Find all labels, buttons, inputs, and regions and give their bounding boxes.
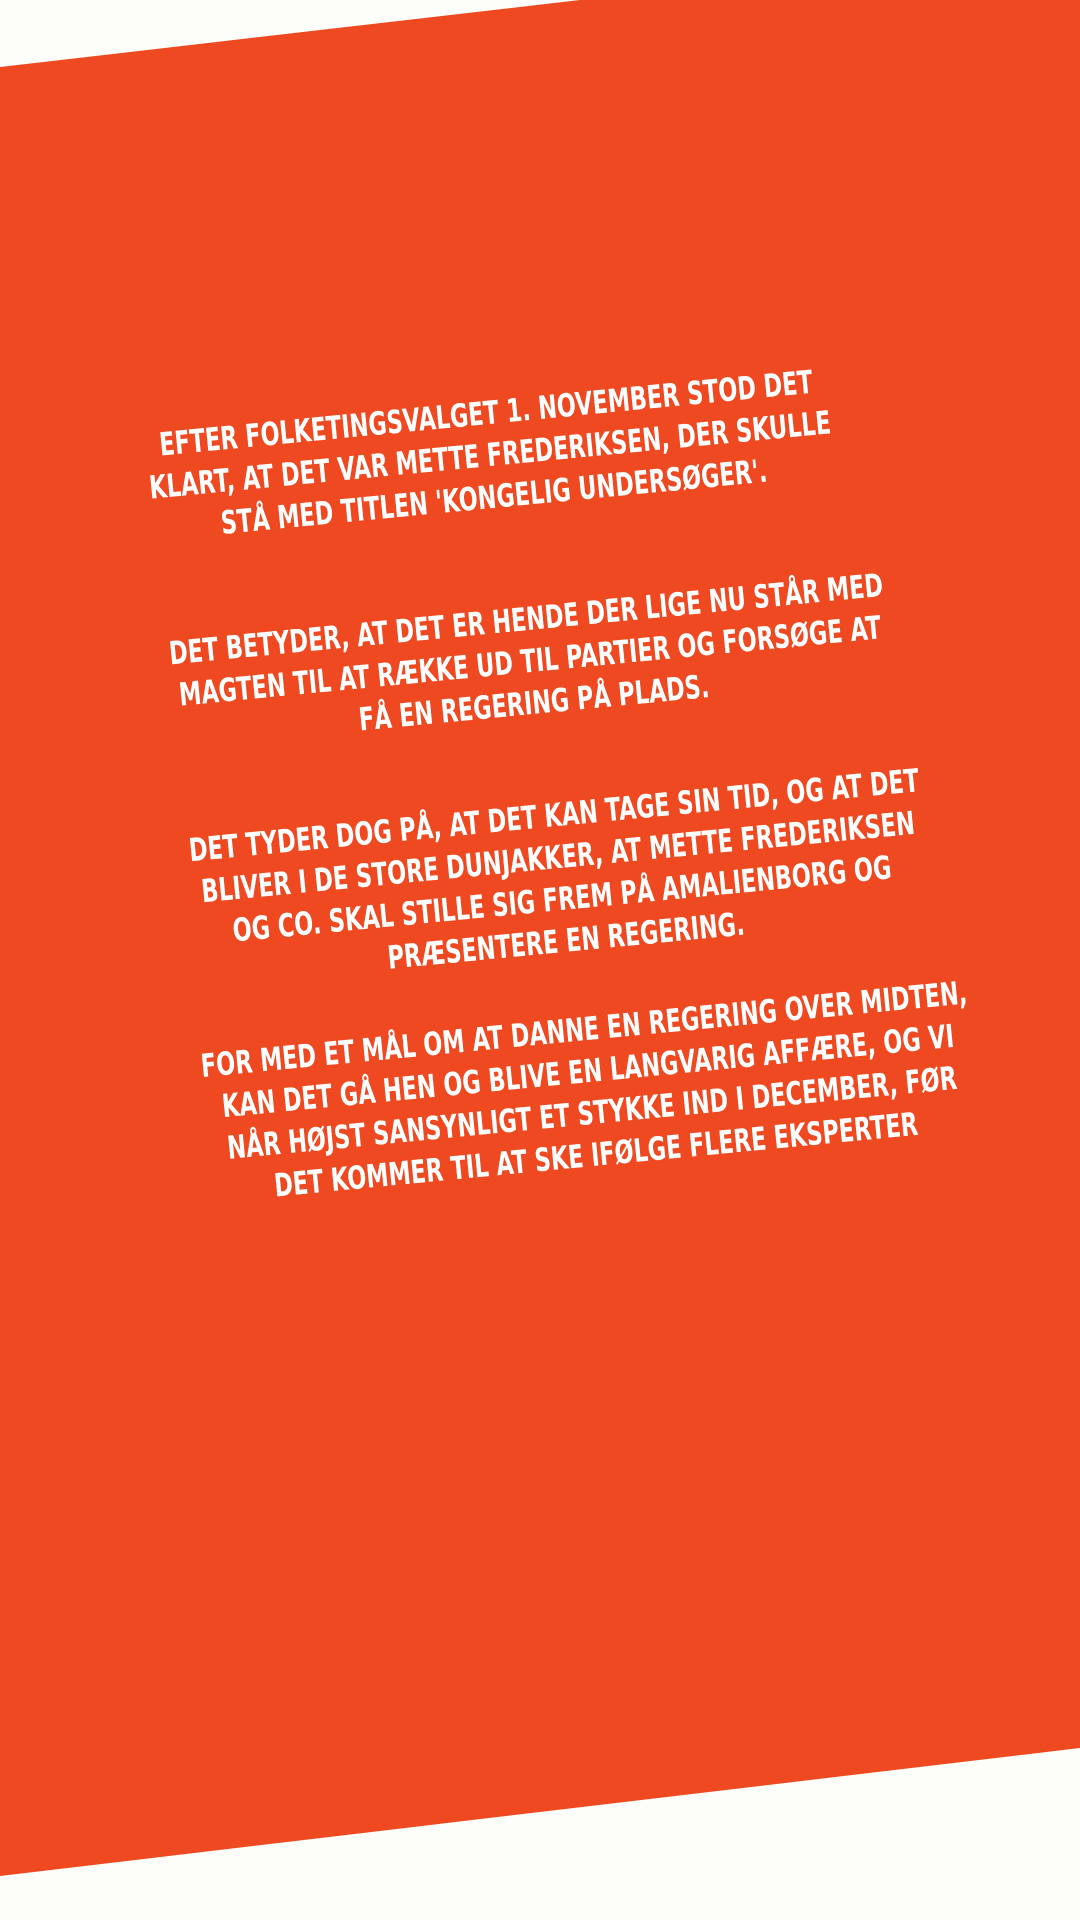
paragraph-4: FOR MED ET MÅL OM AT DANNE EN REGERING OVER MIDTEN, KAN DET GÅ HEN OG BLIVE EN LANGVARIG AFFÆRE, OG VI NÅR HØJST SANSYNLIGT ET STYKKE IND I DECEMBER, FØR DET KOMMER TIL AT SKE IFØLGE FLERE EKSPERTER <box>199 973 969 1205</box>
paragraph-1: EFTER FOLKETINGSVALGET 1. NOVEMBER STOD DET KLART, AT DET VAR METTE FREDERIKSEN, DER SKULLE STÅ MED TITLEN 'KONGELIG UNDERSØGER'. <box>147 362 833 543</box>
paragraph-2: DET BETYDER, AT DET ER HENDE DER LIGE NU STÅR MED MAGTEN TIL AT RÆKKE UD TIL PARTIER OG FORSØGE AT FÅ EN REGERING PÅ PLADS. <box>167 565 885 739</box>
paragraph-3: DET TYDER DOG PÅ, AT DET KAN TAGE SIN TID, OG AT DET BLIVER I DE STORE DUNJAKKER, AT METTE FREDERIKSEN OG CO. SKAL STILLE SIG FREM PÅ AMALIENBORG OG PRÆSENTERE EN REGERING. <box>187 761 921 977</box>
